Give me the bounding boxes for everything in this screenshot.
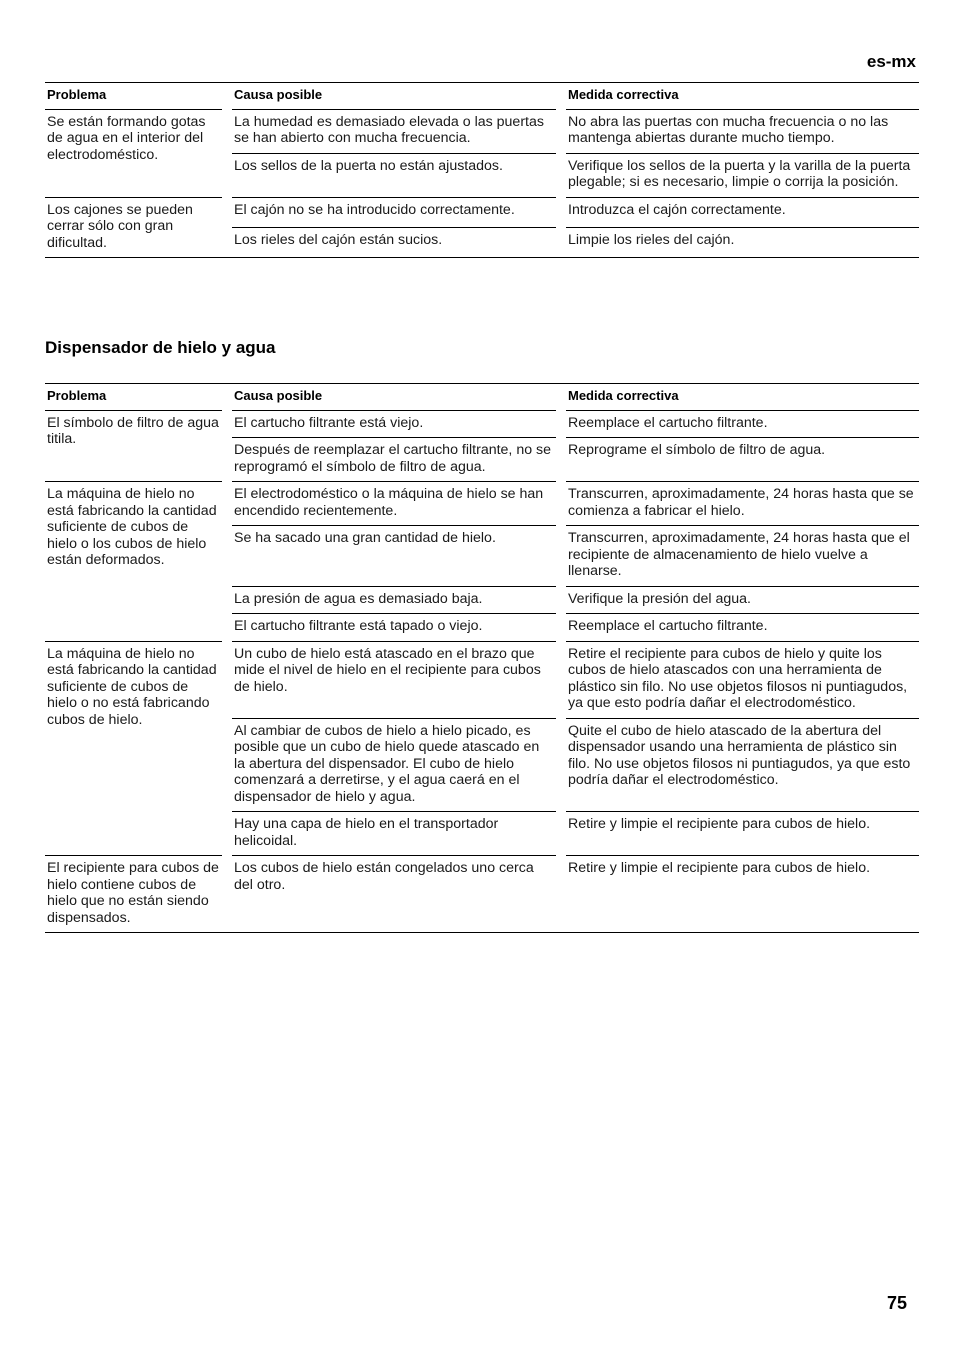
language-label: es-mx (866, 52, 916, 71)
cause-cell: Al cambiar de cubos de hielo a hielo picado, es posible que un cubo de hielo quede atascado en la abertura del dispensador. El cubo de hielo comenzará a derretirse, y el agua caerá en el dispensador de hielo y agua. (232, 718, 556, 812)
problem-cell: Los cajones se pueden cerrar sólo con gran dificultad. (45, 197, 222, 259)
problem-cell: Se están formando gotas de agua en el interior del electrodoméstico. (45, 109, 222, 197)
table-row (45, 109, 919, 153)
remedy-cell: No abra las puertas con mucha frecuencia o no las mantenga abiertas durante mucho tiempo. (566, 109, 919, 153)
header-problem: Problema (45, 383, 222, 410)
cause-cell: Los rieles del cajón están sucios. (232, 227, 556, 258)
cause-cell: El cajón no se ha introducido correctamente. (232, 197, 556, 227)
table-header-row (45, 82, 919, 109)
table-row (45, 197, 919, 227)
table-row (45, 855, 919, 933)
remedy-cell: Retire y limpie el recipiente para cubos de hielo. (566, 811, 919, 855)
remedy-cell: Verifique la presión del agua. (566, 586, 919, 614)
cause-cell: Un cubo de hielo está atascado en el brazo que mide el nivel de hielo en el recipiente para cubos de hielo. (232, 641, 556, 718)
table-header-row (45, 383, 919, 410)
remedy-cell: Reemplace el cartucho filtrante. (566, 613, 919, 641)
problem-cell: El recipiente para cubos de hielo contiene cubos de hielo que no están siendo dispensados. (45, 855, 222, 933)
remedy-cell: Quite el cubo de hielo atascado de la abertura del dispensador usando una herramienta de plástico sin filo. No use objetos filosos ni puntiagudos, ya que esto podría dañar el electrodoméstico. (566, 718, 919, 812)
cause-cell: Hay una capa de hielo en el transportador helicoidal. (232, 811, 556, 855)
problem-cell: El símbolo de filtro de agua titila. (45, 410, 222, 482)
remedy-cell: Reprograme el símbolo de filtro de agua. (566, 437, 919, 481)
cause-cell: El cartucho filtrante está tapado o viejo. (232, 613, 556, 641)
cause-cell: Después de reemplazar el cartucho filtrante, no se reprogramó el símbolo de filtro de agua. (232, 437, 556, 481)
cause-cell: El cartucho filtrante está viejo. (232, 410, 556, 438)
page-number: 75 (886, 1293, 907, 1313)
cause-cell: El electrodoméstico o la máquina de hielo se han encendido recientemente. (232, 481, 556, 525)
table-row (45, 410, 919, 438)
remedy-cell: Introduzca el cajón correctamente. (566, 197, 919, 227)
ice-water-dispenser-table (45, 383, 919, 933)
header-remedy: Medida correctiva (566, 82, 919, 109)
header-cause: Causa posible (232, 383, 556, 410)
remedy-cell: Retire el recipiente para cubos de hielo y quite los cubos de hielo atascados con una herramienta de plástico sin filo. No use objetos filosos ni puntiagudos, ya que esto podría dañar el electrodoméstico. (566, 641, 919, 718)
header-problem: Problema (45, 82, 222, 109)
remedy-cell: Transcurren, aproximadamente, 24 horas hasta que el recipiente de almacenamiento de hielo vuelve a llenarse. (566, 525, 919, 586)
cause-cell: Los cubos de hielo están congelados uno cerca del otro. (232, 855, 556, 933)
header-remedy: Medida correctiva (566, 383, 919, 410)
cause-cell: La humedad es demasiado elevada o las puertas se han abierto con mucha frecuencia. (232, 109, 556, 153)
remedy-cell: Limpie los rieles del cajón. (566, 227, 919, 258)
table-row (45, 481, 919, 525)
troubleshooting-table (45, 82, 919, 258)
remedy-cell: Verifique los sellos de la puerta y la varilla de la puerta plegable; si es necesario, limpie o corrija la posición. (566, 153, 919, 197)
cause-cell: Los sellos de la puerta no están ajustados. (232, 153, 556, 197)
header-cause: Causa posible (232, 82, 556, 109)
remedy-cell: Retire y limpie el recipiente para cubos de hielo. (566, 855, 919, 933)
cause-cell: La presión de agua es demasiado baja. (232, 586, 556, 614)
problem-cell: La máquina de hielo no está fabricando la cantidad suficiente de cubos de hielo o los cubos de hielo están deformados. (45, 481, 222, 641)
remedy-cell: Transcurren, aproximadamente, 24 horas hasta que se comienza a fabricar el hielo. (566, 481, 919, 525)
cause-cell: Se ha sacado una gran cantidad de hielo. (232, 525, 556, 586)
section-title: Dispensador de hielo y agua (45, 338, 276, 357)
table-row (45, 641, 919, 718)
problem-cell: La máquina de hielo no está fabricando la cantidad suficiente de cubos de hielo o no está fabricando cubos de hielo. (45, 641, 222, 856)
remedy-cell: Reemplace el cartucho filtrante. (566, 410, 919, 438)
